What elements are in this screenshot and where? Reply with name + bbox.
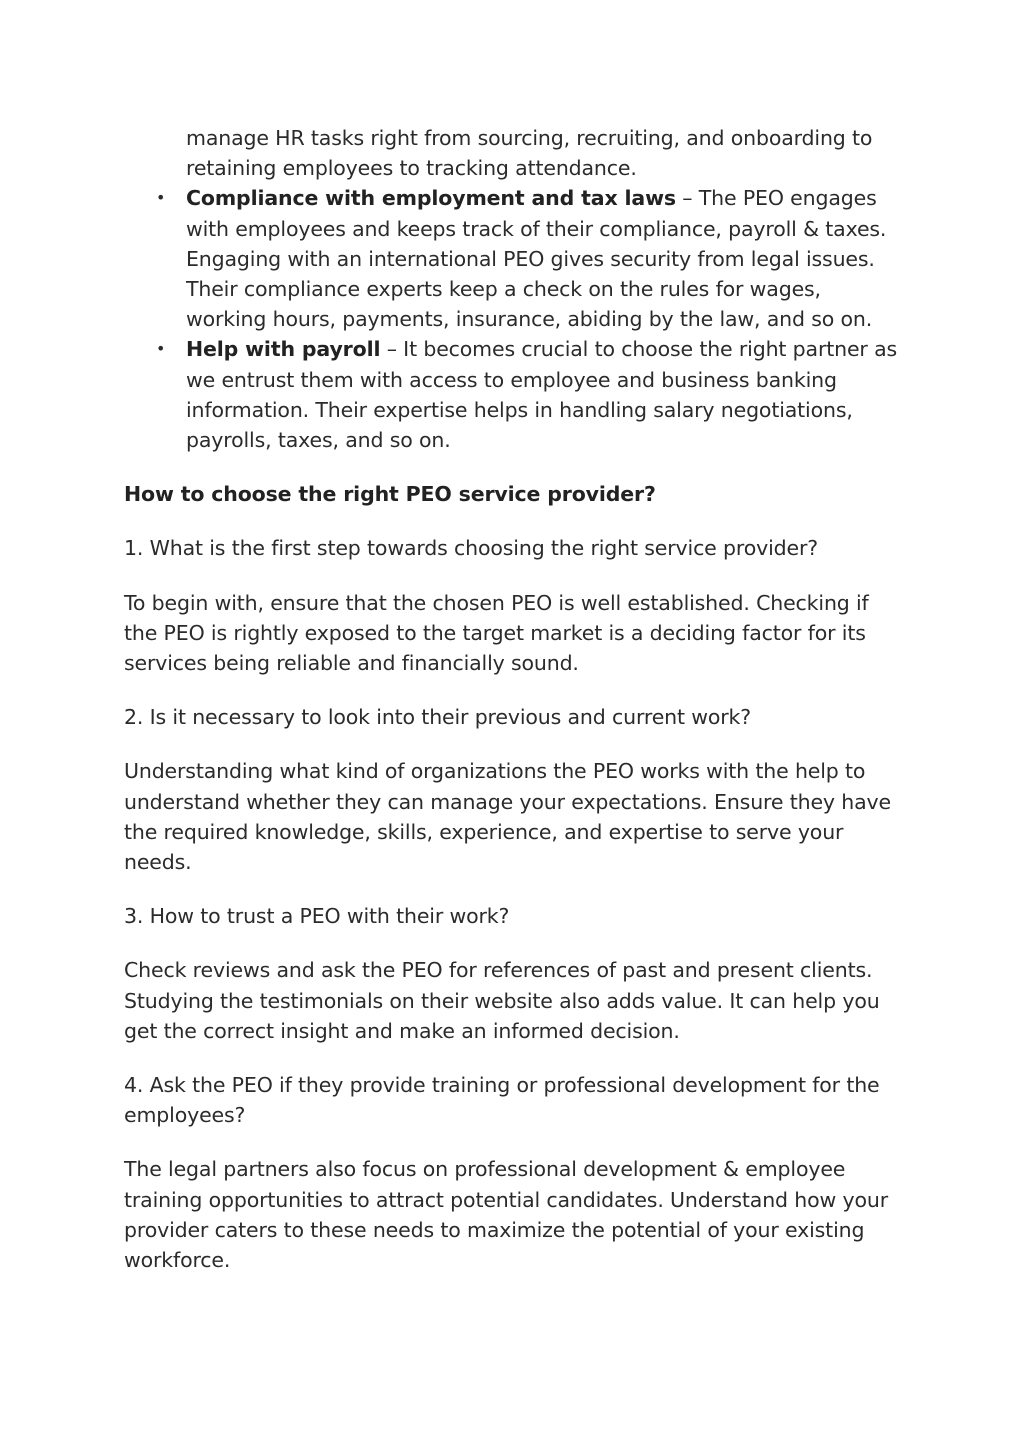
document-body — [124, 123, 904, 1275]
bullet-text: – It becomes crucial to choose the right partner as we entrust them with access to employee and business banking information. Their expertise helps in handling salary negotiations, payrolls, taxes, and so on. — [186, 337, 898, 453]
bullet-continuation-text: manage HR tasks right from sourcing, recruiting, and onboarding to retaining employees to tracking attendance. — [186, 126, 873, 181]
bullet-text: – The PEO engages with employees and keeps track of their compliance, payroll & taxes. Engaging with an international PEO gives security from legal issues. Their compliance experts keep a check on the rules for wages, working hours, payments, insurance, abiding by the law, and so on. — [186, 186, 887, 332]
bullet-title: Help with payroll — [186, 337, 381, 362]
question-1: 1. What is the first step towards choosing the right service provider? — [124, 536, 818, 561]
bullet-item-compliance — [124, 183, 904, 334]
bullet-title: Compliance with employment and tax laws — [186, 186, 676, 211]
answer-3: Check reviews and ask the PEO for references of past and present clients. Studying the testimonials on their website also adds value. It can help you get the correct insight and make an informed decision. — [124, 958, 880, 1043]
answer-1: To begin with, ensure that the chosen PEO is well established. Checking if the PEO is rightly exposed to the target market is a deciding factor for its services being reliable and financially sound. — [124, 590, 869, 676]
bullet-dot-icon: • — [156, 339, 166, 359]
answer-2: Understanding what kind of organizations the PEO works with the help to understand whether they can manage your expectations. Ensure they have the required knowledge, skills, experience, and expertise to serve your needs. — [124, 759, 891, 875]
question-4: 4. Ask the PEO if they provide training or professional development for the employees? — [124, 1073, 880, 1128]
answer-4: The legal partners also focus on professional development & employee training opportunities to attract potential candidates. Understand how your provider caters to these needs to maximize the potential of your existing workforce. — [124, 1157, 888, 1273]
question-2: 2. Is it necessary to look into their previous and current work? — [124, 705, 751, 730]
bullet-list — [124, 183, 904, 455]
question-3: 3. How to trust a PEO with their work? — [124, 904, 510, 929]
section-heading: How to choose the right PEO service provider? — [124, 482, 656, 507]
bullet-item-payroll — [124, 334, 904, 455]
bullet-dot-icon: • — [156, 188, 166, 208]
